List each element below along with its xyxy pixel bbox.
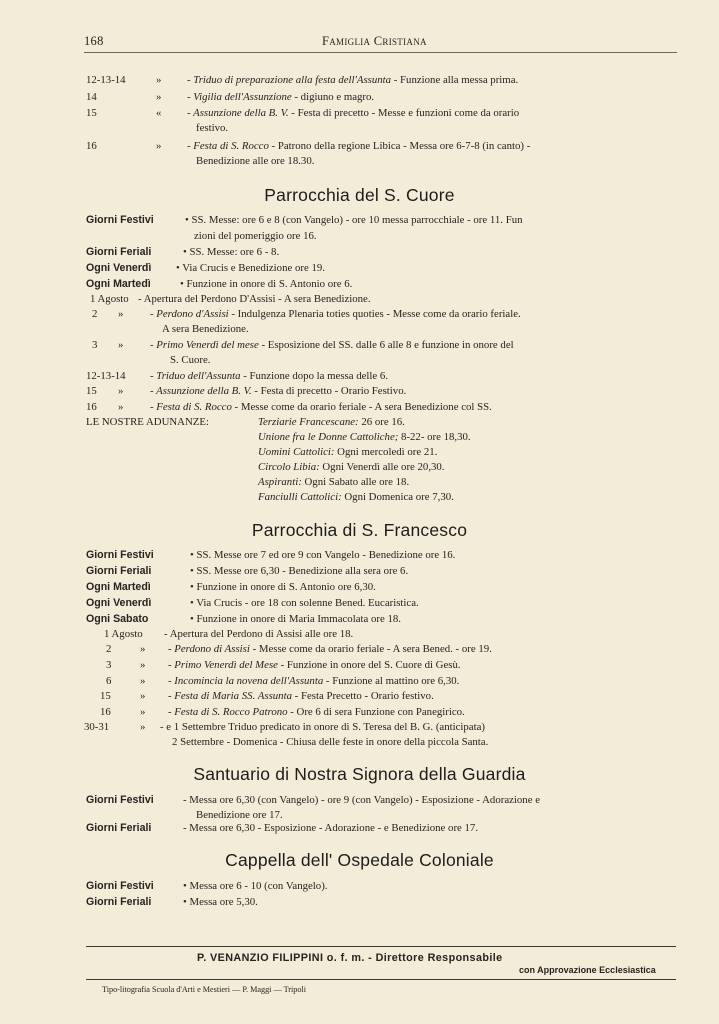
approval-line: con Approvazione Ecclesiastica [519, 965, 656, 975]
section-heading-ospedale: Cappella dell' Ospedale Coloniale [225, 850, 494, 870]
magazine-page: 168 Famiglia Cristiana 12-13-14 » - Triduo di preparazione alla festa dell'Assunta - Funzione alla messa prima. 14 » - Vigilia dell'Assunzione - digiuno e magro. 15 « - Assunzione della B. V. - Festa di precetto - Messe e funzioni come da orario festivo. 16 » - Festa di S. Rocco - Patrono della regione Libica - Messa ore 6-7-8 (in canto) - Benedizione alle ore 18.30. Parrocchia del S. Cuore Giorni Festivi • SS. Messe: ore 6 e 8 (con Vangelo) - ore 10 messa parrocchiale - ore 11. Fun zioni del pomeriggio ore 16. Giorni Feriali • SS. Messe: ore 6 - 8. Ogni Venerdì • Via Crucis e Benedizione ore 19. Ogni Martedì • Funzione in onore di S. Antonio ore 6. 1 Agosto - Apertura del Perdono D'Assisi - A sera Benedizione. 2 » - Perdono d'Assisi - Indulgenza Plenaria toties quoties - Messe come da orario feriale. A sera Benedizione. 3 » - Primo Venerdì del mese - Esposizione del SS. dalle 6 alle 8 e funzione in onore del S. Cuore. 12-13-14 - Triduo dell'Assunta - Funzione dopo la messa delle 6. 15 » - Assunzione della B. V. - Festa di precetto - Orario Festivo. 16 » - Festa di S. Rocco - Messe come da orario feriale - A sera Benedizione col SS. LE NOSTRE ADUNANZE: Terziarie Francescane: 26 ore 16. Unione fra le Donne Cattoliche; 8-22- ore 18,30. Uomini Cattolici: Ogni mercoledì ore 21. Circolo Libia: Ogni Venerdì alle ore 20,30. Aspiranti: Ogni Sabato alle ore 18. Fanciulli Cattolici: Ogni Domenica ore 7,30. Parrocchia di S. Francesco Giorni Festivi • SS. Messe ore 7 ed ore 9 con Vangelo - Benedizione ore 16. Giorni Feriali • SS. Messe ore 6,30 - Benedizione alla sera ore 6. Ogni Martedì • Funzione in onore di S. Antonio ore 6,30. Ogni Venerdì • Via Crucis - ore 18 con solenne Bened. Eucaristica. Ogni Sabato • Funzione in onore di Maria Immacolata ore 18. 1 Agosto - Apertura del Perdono di Assisi alle ore 18. 2 » - Perdono di Assisi - Messe come da orario feriale - A sera Bened. - ore 19. 3 » - Primo Venerdì del Mese - Funzione in onore del S. Cuore di Gesù. 6 » - Incomincia la novena dell'Assunta - Funzione al mattino ore 6,30. 15 » - Festa di Maria SS. Assunta - Festa Precetto - Orario festivo. 16 » - Festa di S. Rocco Patrono - Ore 6 di sera Funzione con Panegirico. 30-31 » - e 1 Settembre Triduo predicato in onore di S. Teresa del B. G. (anticipata) 2 Settembre - Domenica - Chiusa delle feste in onore della piccola Santa. Santuario di Nostra Signora della Guardia Giorni Festivi - Messa ore 6,30 (con Vangelo) - ore 9 (con Vangelo) - Esposizione - Adorazione e Benedizione ore 17. Giorni Feriali - Messa ore 6,30 - Esposizione - Adorazione - e Benedizione ore 17. Cappella dell' Ospedale Coloniale Giorni Festivi • Messa ore 6 - 10 (con Vangelo). Giorni Feriali • Messa ore 5,30. P. VENANZIO FILIPPINI o. f. m. - Direttore Responsabile con Approvazione Ecclesiastica Tipo-litografia Scuola d'Arti e Mestieri — P. Maggi — Tripoli [0, 0, 719, 1024]
section-heading-san-francesco: Parrocchia di S. Francesco [251, 520, 468, 540]
section-heading-sacro-cuore: Parrocchia del S. Cuore [264, 185, 455, 205]
footer-rule [86, 946, 676, 947]
running-title: Famiglia Cristiana [322, 34, 427, 48]
adunanze-label: LE NOSTRE ADUNANZE: [86, 416, 209, 428]
director-line: P. VENANZIO FILIPPINI o. f. m. - Direttore Responsabile [197, 952, 503, 964]
footer-rule-lower [86, 979, 676, 980]
header-rule [84, 52, 677, 53]
printer-line: Tipo-litografia Scuola d'Arti e Mestieri — P. Maggi — Tripoli [102, 985, 307, 994]
page-number: 168 [84, 34, 104, 48]
section-heading-guardia: Santuario di Nostra Signora della Guardia [193, 764, 526, 784]
